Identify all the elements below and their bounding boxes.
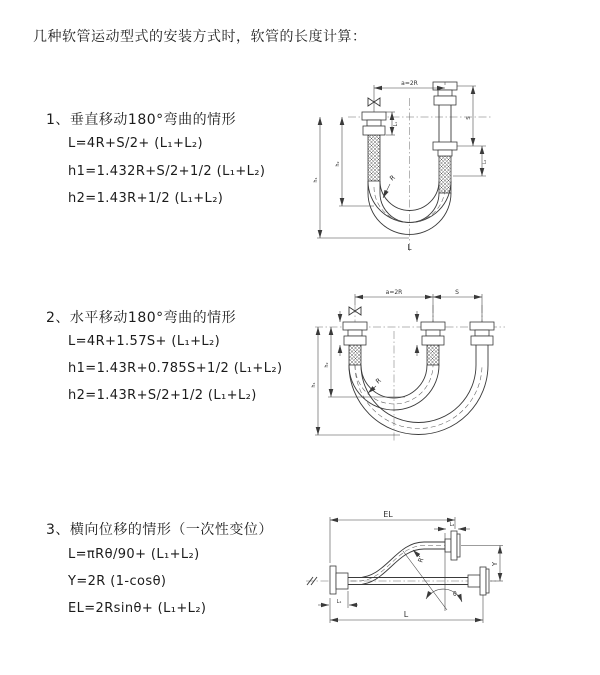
dimension-L xyxy=(330,595,483,623)
dim-label-y: Y xyxy=(491,561,499,567)
radius-leader xyxy=(383,173,397,198)
angle-label: θ xyxy=(453,591,457,598)
dim-label-l2: L₂ xyxy=(483,159,488,165)
radius-leader xyxy=(413,550,426,564)
dimension-a-2R xyxy=(355,289,482,322)
lower-right-flange xyxy=(468,567,489,595)
left-flange xyxy=(330,566,348,594)
section-1-heading: 1、垂直移动180°弯曲的情形 xyxy=(46,112,237,128)
braided-hose-section xyxy=(349,345,361,365)
formula-3-L: L=πRθ/90+ (L₁+L₂) xyxy=(68,547,200,562)
radius-leader xyxy=(368,376,383,393)
dimension-L1 xyxy=(318,591,358,608)
braided-hose-section xyxy=(368,135,380,181)
left-fitting xyxy=(362,112,386,181)
dimension-S xyxy=(433,289,482,297)
dim-label-l2: L₂ xyxy=(449,522,455,528)
dimension-L2 xyxy=(434,522,470,529)
dim-label-a2r: a=2R xyxy=(401,80,418,87)
dim-label-s: S xyxy=(466,116,472,120)
section-2-heading: 2、水平移动180°弯曲的情形 xyxy=(46,310,237,326)
formula-3-Y: Y=2R (1-cosθ) xyxy=(68,574,167,589)
diagram-vertical-180-bend xyxy=(312,72,517,257)
radius-label: R xyxy=(388,173,397,183)
dim-label-el: EL xyxy=(383,510,393,519)
page-title: 几种软管运动型式的安装方式时，软管的长度计算： xyxy=(33,29,367,45)
dim-label-l1: L₁ xyxy=(394,121,399,127)
dim-label-h1: h₁ xyxy=(311,382,317,388)
right-fitting xyxy=(470,322,494,365)
dim-label-h2: h₂ xyxy=(335,161,341,167)
formula-1-L: L=4R+S/2+ (L₁+L₂) xyxy=(68,136,204,151)
braided-hose-section xyxy=(439,156,451,193)
dimension-L2 xyxy=(453,146,488,176)
length-label: L xyxy=(403,610,409,619)
left-fitting xyxy=(343,322,367,365)
radius-label: R xyxy=(416,556,426,564)
dim-label-s: S xyxy=(455,289,459,296)
braided-hose-section xyxy=(427,345,439,365)
length-label: L xyxy=(407,243,412,252)
dimension-L1 xyxy=(386,112,399,135)
dim-label-h2: h₂ xyxy=(324,362,330,368)
formula-2-L: L=4R+1.57S+ (L₁+L₂) xyxy=(68,334,221,349)
upper-right-flange xyxy=(445,531,460,560)
dim-label-h1: h₁ xyxy=(313,177,319,183)
diagram-horizontal-180-bend xyxy=(310,285,600,450)
dim-label-a2r: a=2R xyxy=(385,289,403,296)
formula-1-h2: h2=1.43R+1/2 (L₁+L₂) xyxy=(68,191,224,206)
radius-label: R xyxy=(374,376,383,386)
formula-2-h1: h1=1.43R+0.785S+1/2 (L₁+L₂) xyxy=(68,361,283,376)
hose-centerline xyxy=(343,546,445,582)
middle-fitting xyxy=(421,322,445,365)
hose-s-curve xyxy=(343,542,445,585)
formula-3-EL: EL=2Rsinθ+ (L₁+L₂) xyxy=(68,601,207,616)
dimension-S xyxy=(457,86,486,146)
section-3-heading: 3、横向位移的情形（一次性变位） xyxy=(46,522,273,538)
right-fitting xyxy=(433,82,457,193)
diagram-lateral-displacement xyxy=(298,503,598,648)
dim-label-l1: L₁ xyxy=(336,599,342,605)
hose-u-bend-arcs xyxy=(349,365,488,435)
formula-1-h1: h1=1.432R+S/2+1/2 (L₁+L₂) xyxy=(68,164,266,179)
dimension-EL xyxy=(330,510,455,563)
formula-2-h2: h2=1.43R+S/2+1/2 (L₁+L₂) xyxy=(68,388,257,403)
